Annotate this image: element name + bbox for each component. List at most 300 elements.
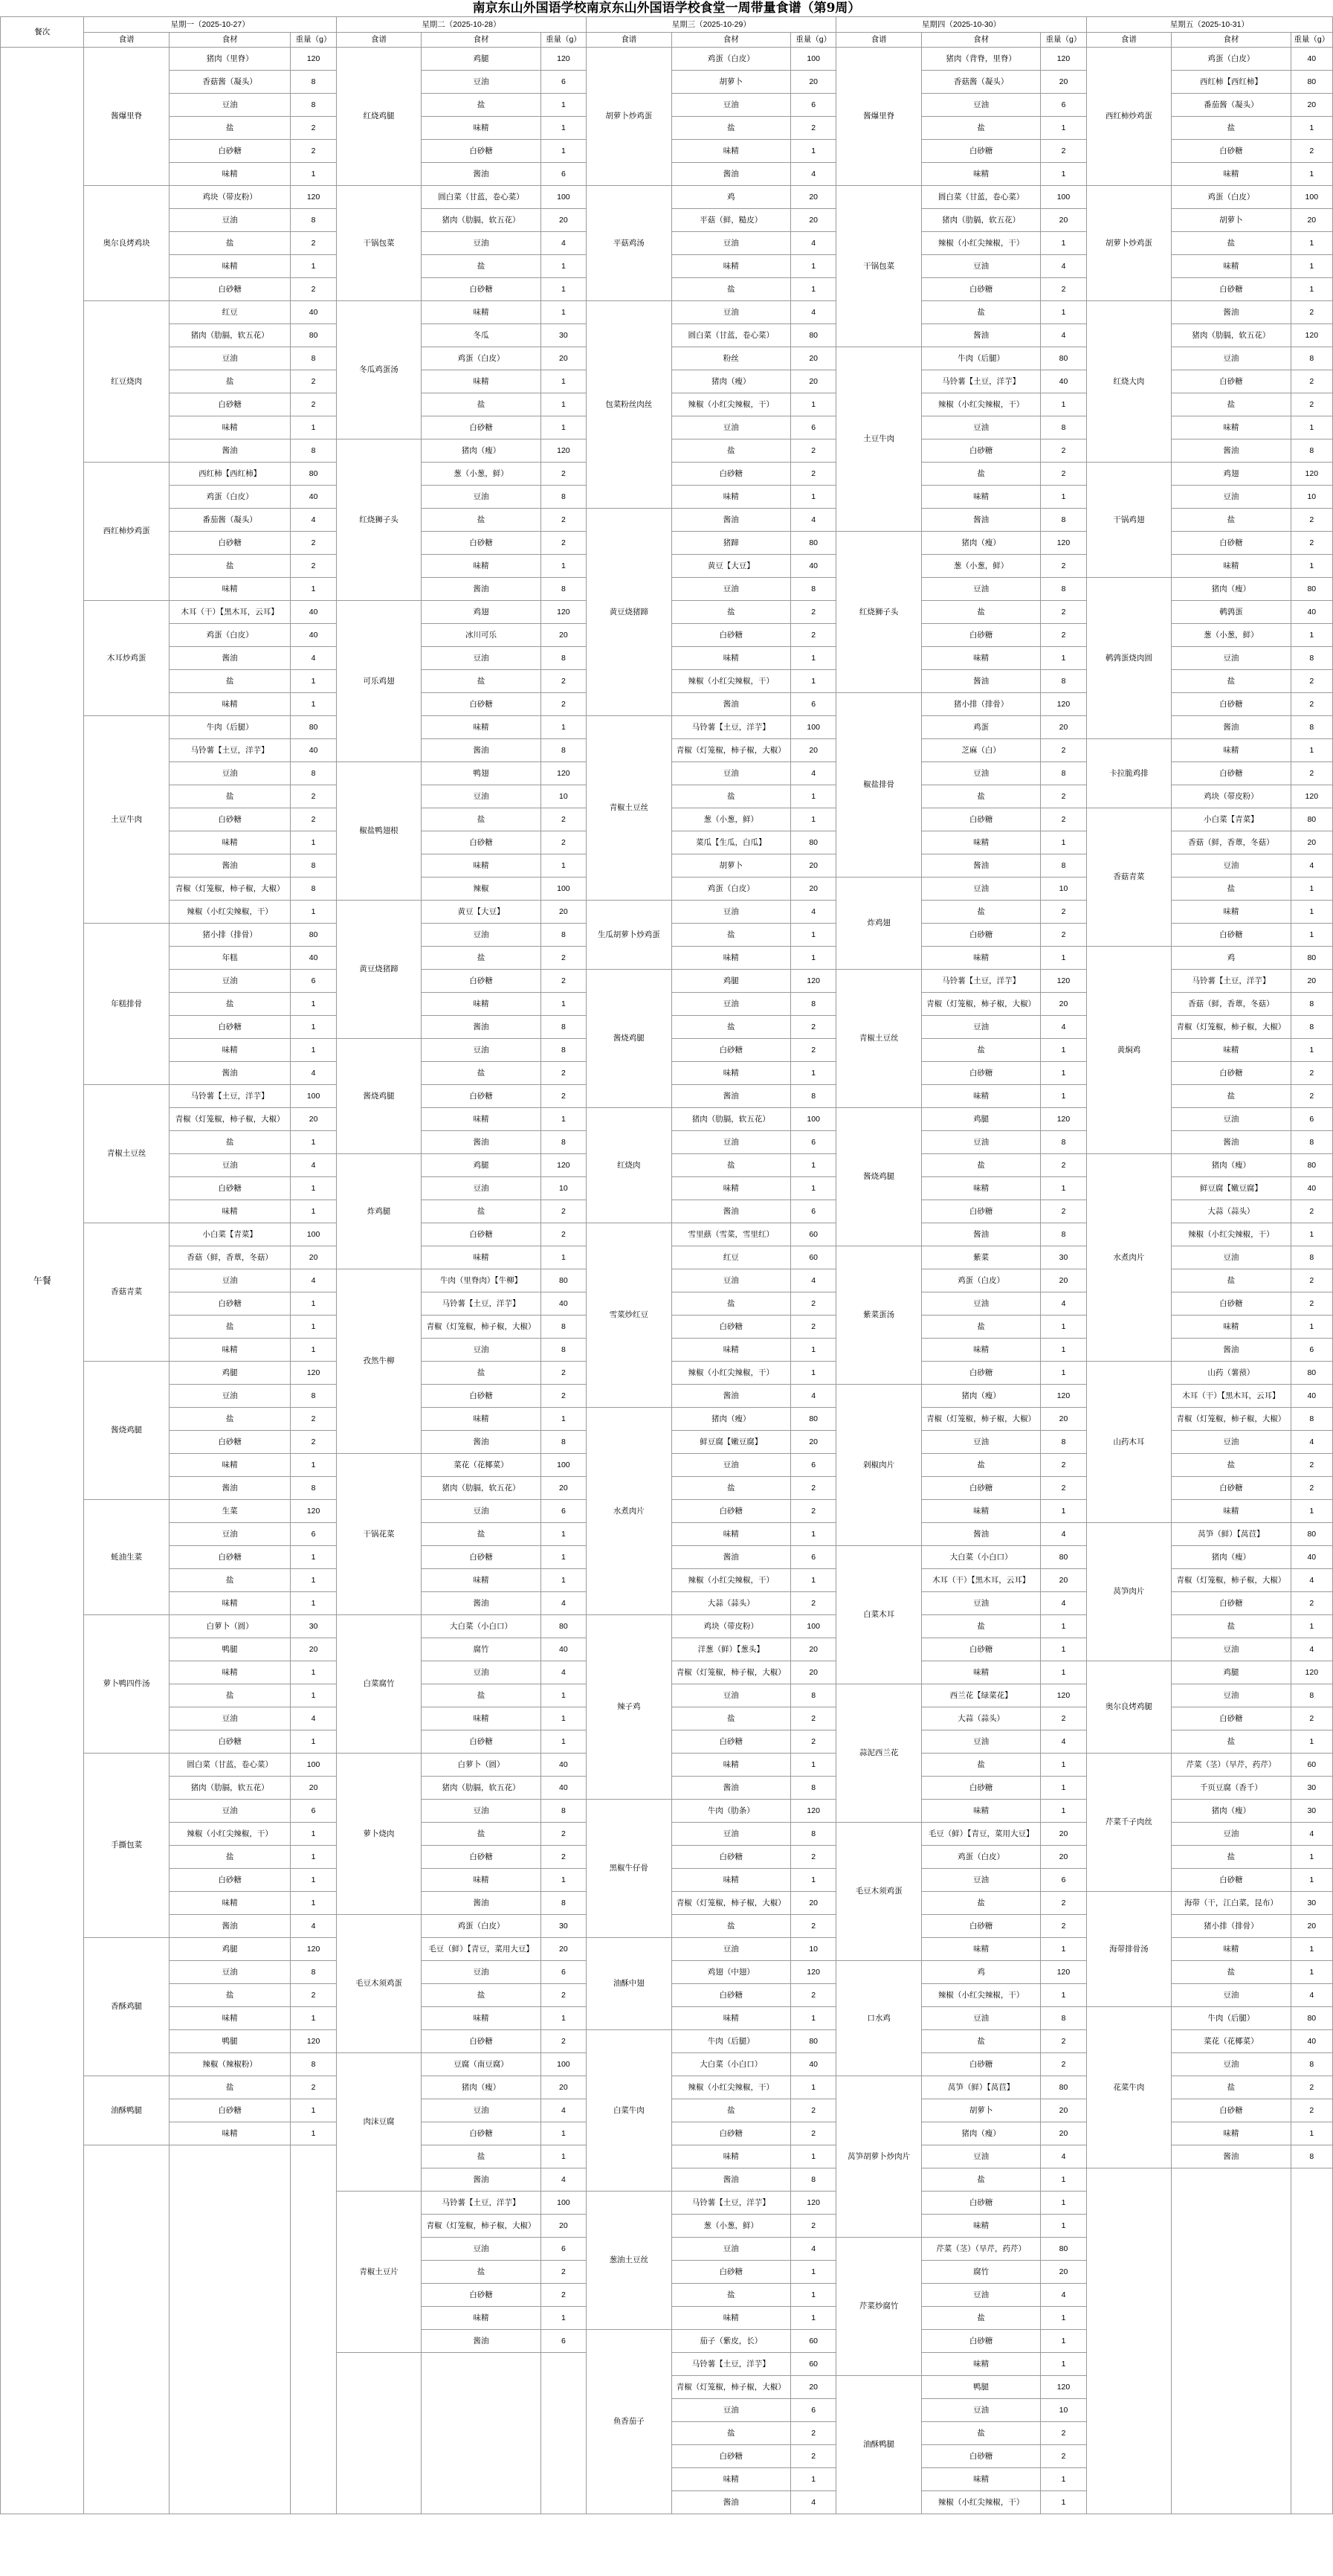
ingredient-weight: 1	[791, 1569, 836, 1592]
dish-name: 酱爆里脊	[836, 48, 921, 186]
ingredient-name: 豆油	[1172, 347, 1291, 370]
dish-name: 芹菜炒腐竹	[836, 2238, 921, 2376]
dish-name: 奥尔良烤鸡腿	[1086, 1661, 1171, 1754]
ingredient-weight: 4	[1041, 1016, 1086, 1039]
ingredient-name: 盐	[169, 1984, 291, 2007]
ingredient-name: 鸡蛋（白皮）	[921, 1846, 1040, 1869]
ingredient-name: 白砂糖	[921, 1477, 1040, 1500]
ingredient-name: 豆油	[422, 785, 540, 808]
ingredient-weight: 40	[1291, 2030, 1332, 2053]
ingredient-name: 圆白菜（甘蓝，卷心菜）	[169, 1754, 291, 1777]
ingredient-name: 芝麻（白）	[921, 739, 1040, 762]
ingredient-weight: 120	[291, 1500, 336, 1523]
empty-cell	[1291, 2168, 1332, 2514]
ingredient-name: 马铃薯【土豆，洋芋】	[921, 370, 1040, 393]
ingredient-weight: 8	[291, 71, 336, 94]
ingredient-name: 菜花（花椰菜）	[1172, 2030, 1291, 2053]
ingredient-name: 盐	[921, 1454, 1040, 1477]
ingredient-name: 盐	[422, 255, 540, 278]
ingredient-weight: 6	[291, 1800, 336, 1823]
empty-cell	[540, 2353, 586, 2514]
ingredient-weight: 80	[1291, 1362, 1332, 1385]
ingredient-weight: 1	[291, 1846, 336, 1869]
ingredient-name: 白砂糖	[921, 1200, 1040, 1223]
ingredient-weight: 4	[791, 2238, 836, 2261]
ingredient-weight: 20	[540, 624, 586, 647]
ingredient-name: 菜花（花椰菜）	[422, 1454, 540, 1477]
ingredient-weight: 1	[1041, 1339, 1086, 1362]
ingredient-name: 白砂糖	[169, 2099, 291, 2122]
ingredient-name: 味精	[422, 854, 540, 878]
ingredient-weight: 80	[1041, 2238, 1086, 2261]
ingredient-name: 味精	[671, 1869, 790, 1892]
ingredient-name: 味精	[1172, 739, 1291, 762]
ingredient-name: 辣椒（小红尖辣椒，干）	[921, 1984, 1040, 2007]
ingredient-name: 猪肉（瘦）	[422, 2076, 540, 2099]
ingredient-weight: 1	[791, 2284, 836, 2307]
ingredient-weight: 20	[791, 1892, 836, 1915]
ingredient-name: 马铃薯【土豆，洋芋】	[671, 716, 790, 739]
ingredient-weight: 20	[1041, 71, 1086, 94]
ingredient-name: 豆油	[422, 1039, 540, 1062]
ingredient-weight: 1	[1041, 1984, 1086, 2007]
ingredient-name: 豆油	[671, 2238, 790, 2261]
ingredient-name: 豆油	[671, 993, 790, 1016]
ingredient-weight: 120	[540, 439, 586, 463]
ingredient-weight: 1	[791, 1362, 836, 1385]
ingredient-weight: 1	[1041, 2307, 1086, 2330]
dish-name: 红烧大肉	[1086, 301, 1171, 463]
ingredient-name: 豆油	[1172, 1638, 1291, 1661]
dish-name: 干锅鸡翅	[1086, 463, 1171, 578]
ingredient-name: 雪里蕻（雪菜，雪里红）	[671, 1223, 790, 1246]
ingredient-weight: 1	[1041, 2192, 1086, 2215]
ingredient-name: 白砂糖	[422, 2284, 540, 2307]
ingredient-weight: 6	[540, 2330, 586, 2353]
ingredient-weight: 40	[291, 947, 336, 970]
ingredient-weight: 1	[540, 370, 586, 393]
ingredient-name: 鸡块（带皮粉）	[169, 186, 291, 209]
ingredient-weight: 1	[791, 2007, 836, 2030]
ingredient-weight: 2	[1041, 1454, 1086, 1477]
ingredient-weight: 60	[791, 2330, 836, 2353]
ingredient-weight: 1	[1291, 1223, 1332, 1246]
ingredient-name: 酱油	[921, 509, 1040, 532]
dish-name: 黄焖鸡	[1086, 947, 1171, 1154]
dish-name: 青椒土豆丝	[84, 1085, 169, 1223]
ingredient-name: 味精	[1172, 1500, 1291, 1523]
ingredient-weight: 2	[540, 947, 586, 970]
ingredient-name: 毛豆（鲜）【青豆，菜用大豆】	[921, 1823, 1040, 1846]
ingredient-weight: 100	[540, 186, 586, 209]
dish-name: 冬瓜鸡蛋汤	[336, 301, 421, 439]
ingredient-name: 辣椒（小红尖辣椒，干）	[921, 393, 1040, 416]
ingredient-name: 盐	[1172, 2076, 1291, 2099]
ingredient-weight: 20	[1041, 2099, 1086, 2122]
ingredient-name: 味精	[921, 2353, 1040, 2376]
ingredient-weight: 2	[1041, 2445, 1086, 2468]
ingredient-weight: 1	[1291, 232, 1332, 255]
ingredient-name: 猪小排（排骨）	[1172, 1915, 1291, 1938]
ingredient-weight: 4	[791, 2491, 836, 2514]
ingredient-name: 青椒（灯笼椒，柿子椒，大椒）	[671, 1892, 790, 1915]
ingredient-weight: 8	[540, 1039, 586, 1062]
dish-name: 肉沫豆腐	[336, 2053, 421, 2192]
ingredient-weight: 1	[1291, 924, 1332, 947]
ingredient-weight: 4	[540, 1661, 586, 1684]
dish-name: 毛豆木须鸡蛋	[336, 1915, 421, 2053]
ingredient-name: 盐	[422, 947, 540, 970]
ingredient-weight: 6	[791, 1454, 836, 1477]
ingredient-name: 盐	[921, 1154, 1040, 1177]
ingredient-name: 猪肉（肋膈，软五花）	[169, 1777, 291, 1800]
ingredient-name: 腐竹	[921, 2261, 1040, 2284]
ingredient-weight: 1	[791, 2076, 836, 2099]
ingredient-name: 味精	[169, 831, 291, 854]
ingredient-name: 豆油	[169, 1269, 291, 1292]
dish-name: 花菜牛肉	[1086, 2007, 1171, 2168]
ingredient-name: 猪肉（瘦）	[1172, 578, 1291, 601]
ingredient-name: 白砂糖	[921, 1638, 1040, 1661]
ingredient-weight: 1	[540, 993, 586, 1016]
ingredient-header: 食材	[921, 33, 1040, 48]
dish-header: 食谱	[1086, 33, 1171, 48]
ingredient-weight: 1	[540, 140, 586, 163]
ingredient-name: 豆油	[422, 71, 540, 94]
ingredient-weight: 20	[1291, 209, 1332, 232]
ingredient-name: 白砂糖	[422, 2122, 540, 2145]
ingredient-name: 猪肉（背脊，里脊）	[921, 48, 1040, 71]
ingredient-name: 盐	[671, 439, 790, 463]
ingredient-name: 盐	[169, 1684, 291, 1707]
ingredient-weight: 1	[540, 416, 586, 439]
ingredient-name: 豆油	[422, 924, 540, 947]
ingredient-weight: 2	[540, 1823, 586, 1846]
ingredient-weight: 1	[291, 693, 336, 716]
ingredient-name: 味精	[169, 416, 291, 439]
ingredient-name: 鸡蛋（白皮）	[422, 1915, 540, 1938]
ingredient-weight: 100	[540, 1454, 586, 1477]
ingredient-weight: 8	[1291, 1131, 1332, 1154]
ingredient-weight: 80	[791, 2030, 836, 2053]
ingredient-name: 猪肉（瘦）	[1172, 1800, 1291, 1823]
ingredient-weight: 1	[1041, 1638, 1086, 1661]
ingredient-name: 豆油	[921, 878, 1040, 901]
ingredient-weight: 100	[791, 1615, 836, 1638]
ingredient-name: 盐	[169, 1316, 291, 1339]
ingredient-weight: 2	[1041, 140, 1086, 163]
ingredient-name: 味精	[671, 486, 790, 509]
ingredient-name: 盐	[169, 2076, 291, 2099]
dish-name: 白菜牛肉	[587, 2030, 671, 2192]
ingredient-weight: 20	[540, 1477, 586, 1500]
ingredient-name: 白萝卜（圆）	[422, 1754, 540, 1777]
ingredient-name: 海带（干，江白菜，昆布）	[1172, 1892, 1291, 1915]
ingredient-weight: 8	[540, 578, 586, 601]
ingredient-name: 猪肉（瘦）	[1172, 1546, 1291, 1569]
ingredient-weight: 6	[791, 2399, 836, 2422]
ingredient-name: 猪肉（瘦）	[921, 532, 1040, 555]
ingredient-weight: 1	[1291, 2122, 1332, 2145]
ingredient-name: 白砂糖	[422, 2030, 540, 2053]
ingredient-weight: 60	[791, 1223, 836, 1246]
ingredient-name: 盐	[422, 393, 540, 416]
ingredient-name: 盐	[671, 924, 790, 947]
ingredient-weight: 8	[1291, 1016, 1332, 1039]
ingredient-name: 鲜豆腐【嫩豆腐】	[671, 1431, 790, 1454]
ingredient-weight: 2	[1291, 1062, 1332, 1085]
ingredient-weight: 2	[1291, 1292, 1332, 1316]
ingredient-weight: 8	[1291, 1246, 1332, 1269]
dish-name: 白菜木耳	[836, 1546, 921, 1684]
ingredient-name: 白砂糖	[169, 1431, 291, 1454]
ingredient-weight: 1	[1041, 2468, 1086, 2491]
ingredient-name: 味精	[671, 255, 790, 278]
dish-name: 芹菜千子肉丝	[1086, 1754, 1171, 1892]
ingredient-name: 鸡蛋（白皮）	[671, 878, 790, 901]
ingredient-name: 鸡腿	[422, 48, 540, 71]
ingredient-weight: 120	[291, 48, 336, 71]
ingredient-weight: 2	[1041, 924, 1086, 947]
ingredient-name: 白砂糖	[169, 532, 291, 555]
ingredient-name: 酱油	[671, 509, 790, 532]
ingredient-weight: 40	[1041, 370, 1086, 393]
ingredient-weight: 1	[291, 1039, 336, 1062]
ingredient-header: 食材	[1172, 33, 1291, 48]
ingredient-name: 味精	[169, 1339, 291, 1362]
ingredient-name: 白砂糖	[921, 1362, 1040, 1385]
ingredient-name: 牛肉（后腿）	[1172, 2007, 1291, 2030]
ingredient-weight: 100	[1291, 186, 1332, 209]
ingredient-weight: 4	[291, 509, 336, 532]
ingredient-weight: 20	[1041, 993, 1086, 1016]
ingredient-weight: 120	[291, 186, 336, 209]
dish-name: 黑椒牛仔骨	[587, 1800, 671, 1938]
ingredient-weight: 1	[291, 1730, 336, 1754]
ingredient-name: 青椒（灯笼椒，柿子椒，大椒）	[1172, 1016, 1291, 1039]
ingredient-name: 盐	[169, 117, 291, 140]
ingredient-name: 白砂糖	[422, 140, 540, 163]
ingredient-name: 白砂糖	[1172, 1707, 1291, 1730]
ingredient-name: 鸡翅	[422, 601, 540, 624]
ingredient-name: 味精	[169, 1592, 291, 1615]
ingredient-weight: 10	[540, 1177, 586, 1200]
ingredient-name: 味精	[671, 2007, 790, 2030]
ingredient-weight: 20	[791, 1661, 836, 1684]
ingredient-name: 白砂糖	[671, 463, 790, 486]
empty-cell	[422, 2353, 540, 2514]
ingredient-name: 鸡翅	[1172, 463, 1291, 486]
ingredient-name: 味精	[921, 1938, 1040, 1961]
ingredient-weight: 120	[540, 762, 586, 785]
ingredient-name: 味精	[169, 163, 291, 186]
ingredient-weight: 2	[791, 2422, 836, 2445]
ingredient-name: 白砂糖	[671, 1316, 790, 1339]
dish-name: 红烧狮子头	[836, 532, 921, 693]
ingredient-weight: 6	[791, 94, 836, 117]
ingredient-name: 豆油	[671, 416, 790, 439]
ingredient-name: 鸡	[1172, 947, 1291, 970]
ingredient-name: 鸭腿	[169, 1638, 291, 1661]
ingredient-weight: 40	[791, 555, 836, 578]
ingredient-name: 白砂糖	[671, 624, 790, 647]
ingredient-name: 白砂糖	[921, 1777, 1040, 1800]
ingredient-weight: 4	[1291, 1823, 1332, 1846]
ingredient-weight: 2	[791, 1915, 836, 1938]
ingredient-weight: 40	[540, 1292, 586, 1316]
ingredient-name: 盐	[169, 785, 291, 808]
ingredient-weight: 1	[540, 1707, 586, 1730]
ingredient-weight: 6	[540, 163, 586, 186]
ingredient-weight: 6	[1041, 94, 1086, 117]
ingredient-name: 盐	[671, 785, 790, 808]
dish-name: 黄豆烧猪蹄	[336, 901, 421, 1039]
ingredient-weight: 100	[291, 1085, 336, 1108]
ingredient-weight: 2	[791, 1592, 836, 1615]
ingredient-header: 食材	[422, 33, 540, 48]
ingredient-name: 香菇（鲜，香蕈，冬菇）	[1172, 831, 1291, 854]
ingredient-name: 豆油	[169, 1523, 291, 1546]
dish-name: 椒盐排骨	[836, 693, 921, 878]
ingredient-name: 鸡腿	[169, 1938, 291, 1961]
ingredient-name: 鸡蛋	[921, 716, 1040, 739]
ingredient-weight: 1	[291, 901, 336, 924]
dish-name: 萝卜鸭四件汤	[84, 1615, 169, 1754]
ingredient-weight: 2	[1291, 2076, 1332, 2099]
ingredient-weight: 1	[791, 2145, 836, 2168]
ingredient-name: 豆油	[169, 209, 291, 232]
ingredient-weight: 1	[1041, 1039, 1086, 1062]
ingredient-name: 白砂糖	[1172, 1062, 1291, 1085]
ingredient-weight: 1	[291, 1869, 336, 1892]
ingredient-weight: 60	[1291, 1754, 1332, 1777]
ingredient-weight: 2	[540, 1062, 586, 1085]
ingredient-weight: 80	[1041, 1546, 1086, 1569]
ingredient-name: 大白菜（小白口）	[671, 2053, 790, 2076]
ingredient-name: 白砂糖	[422, 693, 540, 716]
ingredient-name: 圆白菜（甘蓝，卷心菜）	[921, 186, 1040, 209]
ingredient-weight: 1	[1041, 163, 1086, 186]
ingredient-name: 豆油	[422, 1177, 540, 1200]
ingredient-name: 青椒（灯笼椒，柿子椒，大椒）	[169, 878, 291, 901]
ingredient-name: 酱油	[671, 2491, 790, 2514]
ingredient-weight: 2	[791, 2215, 836, 2238]
dish-name: 鱼香茄子	[587, 2330, 671, 2514]
ingredient-name: 大白菜（小白口）	[422, 1615, 540, 1638]
ingredient-weight: 80	[1291, 1523, 1332, 1546]
ingredient-name: 千页豆腐（香千）	[1172, 1777, 1291, 1800]
ingredient-name: 木耳（干）【黑木耳，云耳】	[1172, 1385, 1291, 1408]
ingredient-name: 辣椒（小红尖辣椒，干）	[671, 393, 790, 416]
ingredient-name: 味精	[921, 647, 1040, 670]
ingredient-weight: 8	[1291, 647, 1332, 670]
ingredient-weight: 2	[791, 601, 836, 624]
ingredient-weight: 2	[291, 1431, 336, 1454]
dish-name: 水煮肉片	[1086, 1154, 1171, 1362]
ingredient-weight: 8	[1291, 716, 1332, 739]
ingredient-name: 盐	[671, 2099, 790, 2122]
ingredient-weight: 80	[791, 532, 836, 555]
ingredient-name: 盐	[671, 1016, 790, 1039]
ingredient-weight: 1	[1041, 117, 1086, 140]
ingredient-weight: 2	[540, 1385, 586, 1408]
ingredient-weight: 2	[1291, 393, 1332, 416]
ingredient-name: 香菇酱（凝头）	[169, 71, 291, 94]
ingredient-weight: 4	[540, 232, 586, 255]
ingredient-weight: 1	[1041, 232, 1086, 255]
ingredient-weight: 1	[1041, 1500, 1086, 1523]
ingredient-name: 盐	[169, 370, 291, 393]
dish-name: 蚝油生菜	[84, 1500, 169, 1615]
menu-body	[1, 48, 1333, 2514]
ingredient-weight: 2	[540, 2261, 586, 2284]
ingredient-name: 青椒（灯笼椒，柿子椒，大椒）	[169, 1108, 291, 1131]
dish-name: 黄豆烧猪蹄	[587, 509, 671, 716]
ingredient-name: 豆油	[1172, 647, 1291, 670]
ingredient-name: 紫菜	[921, 1246, 1040, 1269]
ingredient-name: 年糕	[169, 947, 291, 970]
ingredient-name: 白砂糖	[671, 1039, 790, 1062]
ingredient-weight: 1	[791, 947, 836, 970]
ingredient-weight: 6	[791, 1131, 836, 1154]
ingredient-weight: 2	[1291, 1454, 1332, 1477]
ingredient-weight: 1	[540, 2007, 586, 2030]
ingredient-weight: 6	[540, 1961, 586, 1984]
ingredient-name: 白砂糖	[422, 278, 540, 301]
dish-name: 白菜腐竹	[336, 1615, 421, 1754]
ingredient-name: 味精	[422, 993, 540, 1016]
dish-name: 干锅花菜	[336, 1454, 421, 1615]
ingredient-weight: 1	[1291, 624, 1332, 647]
ingredient-weight: 4	[1041, 1523, 1086, 1546]
ingredient-weight: 1	[791, 1754, 836, 1777]
ingredient-weight: 2	[1291, 140, 1332, 163]
ingredient-weight: 100	[540, 878, 586, 901]
ingredient-name: 盐	[921, 2030, 1040, 2053]
ingredient-name: 辣椒（小红尖辣椒，干）	[1172, 1223, 1291, 1246]
ingredient-weight: 120	[1041, 532, 1086, 555]
ingredient-weight: 1	[291, 416, 336, 439]
ingredient-name: 盐	[1172, 509, 1291, 532]
ingredient-name: 酱油	[671, 1777, 790, 1800]
ingredient-weight: 1	[291, 1454, 336, 1477]
ingredient-weight: 1	[791, 1523, 836, 1546]
ingredient-weight: 2	[791, 1292, 836, 1316]
ingredient-weight: 8	[291, 347, 336, 370]
ingredient-name: 白砂糖	[422, 1385, 540, 1408]
dish-name: 油酥中翅	[587, 1938, 671, 2030]
ingredient-weight: 1	[540, 1246, 586, 1269]
ingredient-weight: 20	[1041, 2122, 1086, 2145]
ingredient-weight: 2	[1291, 762, 1332, 785]
ingredient-weight: 1	[540, 94, 586, 117]
ingredient-name: 白砂糖	[671, 2261, 790, 2284]
ingredient-name: 白砂糖	[671, 1846, 790, 1869]
ingredient-name: 青椒（灯笼椒，柿子椒，大椒）	[422, 1316, 540, 1339]
ingredient-name: 盐	[422, 1984, 540, 2007]
ingredient-name: 鸡蛋（白皮）	[1172, 48, 1291, 71]
ingredient-name: 鸡腿	[169, 1362, 291, 1385]
ingredient-name: 猪蹄	[671, 532, 790, 555]
dish-name: 卡拉脆鸡排	[1086, 739, 1171, 808]
ingredient-weight: 1	[1041, 2215, 1086, 2238]
ingredient-weight: 2	[1041, 439, 1086, 463]
ingredient-name: 牛肉（后腿）	[671, 2030, 790, 2053]
ingredient-name: 味精	[671, 647, 790, 670]
ingredient-name: 猪肉（瘦）	[921, 1385, 1040, 1408]
ingredient-name: 猪肉（肋膈，软五花）	[169, 324, 291, 347]
ingredient-weight: 1	[291, 993, 336, 1016]
